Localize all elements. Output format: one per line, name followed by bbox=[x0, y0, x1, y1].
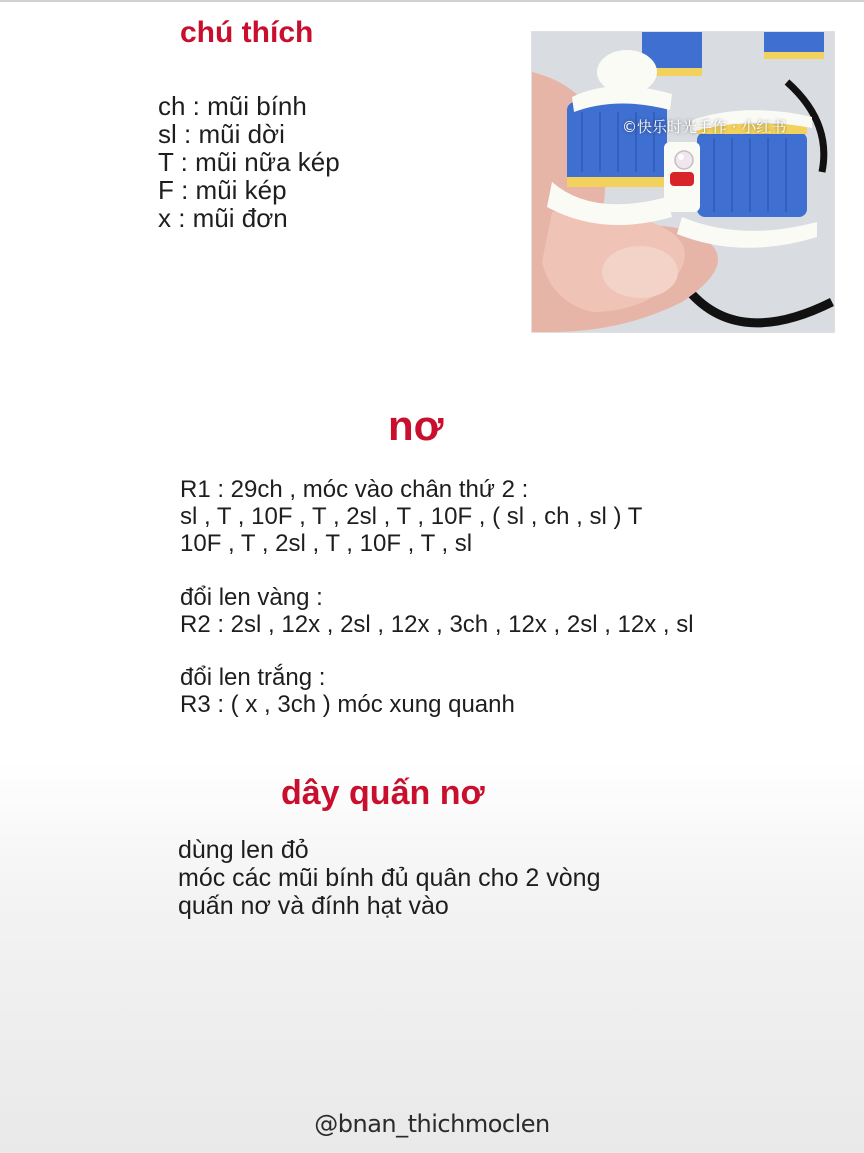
legend-heading: chú thích bbox=[180, 16, 314, 49]
bow-round-3 bbox=[180, 664, 515, 718]
instruction-line: đổi len trắng : bbox=[180, 664, 326, 691]
instruction-line: R2 : 2sl , 12x , 2sl , 12x , 3ch , 12x , 2sl , 12x , sl bbox=[180, 611, 694, 638]
legend-item: F : mũi kép bbox=[158, 175, 287, 205]
instruction-line: dùng len đỏ bbox=[178, 836, 309, 864]
instruction-line: R3 : ( x , 3ch ) móc xung quanh bbox=[180, 691, 515, 718]
instruction-line: R1 : 29ch , móc vào chân thứ 2 : bbox=[180, 476, 529, 503]
bow-round-2 bbox=[180, 584, 694, 638]
instruction-line: quấn nơ và đính hạt vào bbox=[178, 892, 449, 920]
wrap-instructions bbox=[178, 836, 601, 920]
wrap-heading: dây quấn nơ bbox=[281, 774, 485, 812]
legend-item: T : mũi nữa kép bbox=[158, 147, 340, 177]
bow-round-1 bbox=[180, 476, 642, 557]
legend-item: ch : mũi bính bbox=[158, 91, 307, 121]
legend-item: x : mũi đơn bbox=[158, 203, 288, 233]
author-handle: @bnan_thichmoclen bbox=[314, 1110, 550, 1138]
instruction-line: đổi len vàng : bbox=[180, 584, 323, 611]
bow-heading: nơ bbox=[388, 402, 444, 449]
instruction-line: 10F , T , 2sl , T , 10F , T , sl bbox=[180, 530, 473, 557]
legend-item: sl : mũi dời bbox=[158, 119, 285, 149]
instruction-line: sl , T , 10F , T , 2sl , T , 10F , ( sl , ch , sl ) T bbox=[180, 503, 643, 530]
instruction-line: móc các mũi bính đủ quân cho 2 vòng bbox=[178, 864, 601, 892]
photo-watermark: ©快乐时光手作 · 小红书 bbox=[622, 118, 787, 136]
crochet-bow-illustration bbox=[532, 32, 834, 332]
top-border bbox=[0, 0, 864, 2]
bow-photo bbox=[531, 31, 835, 333]
legend-list bbox=[158, 92, 340, 232]
